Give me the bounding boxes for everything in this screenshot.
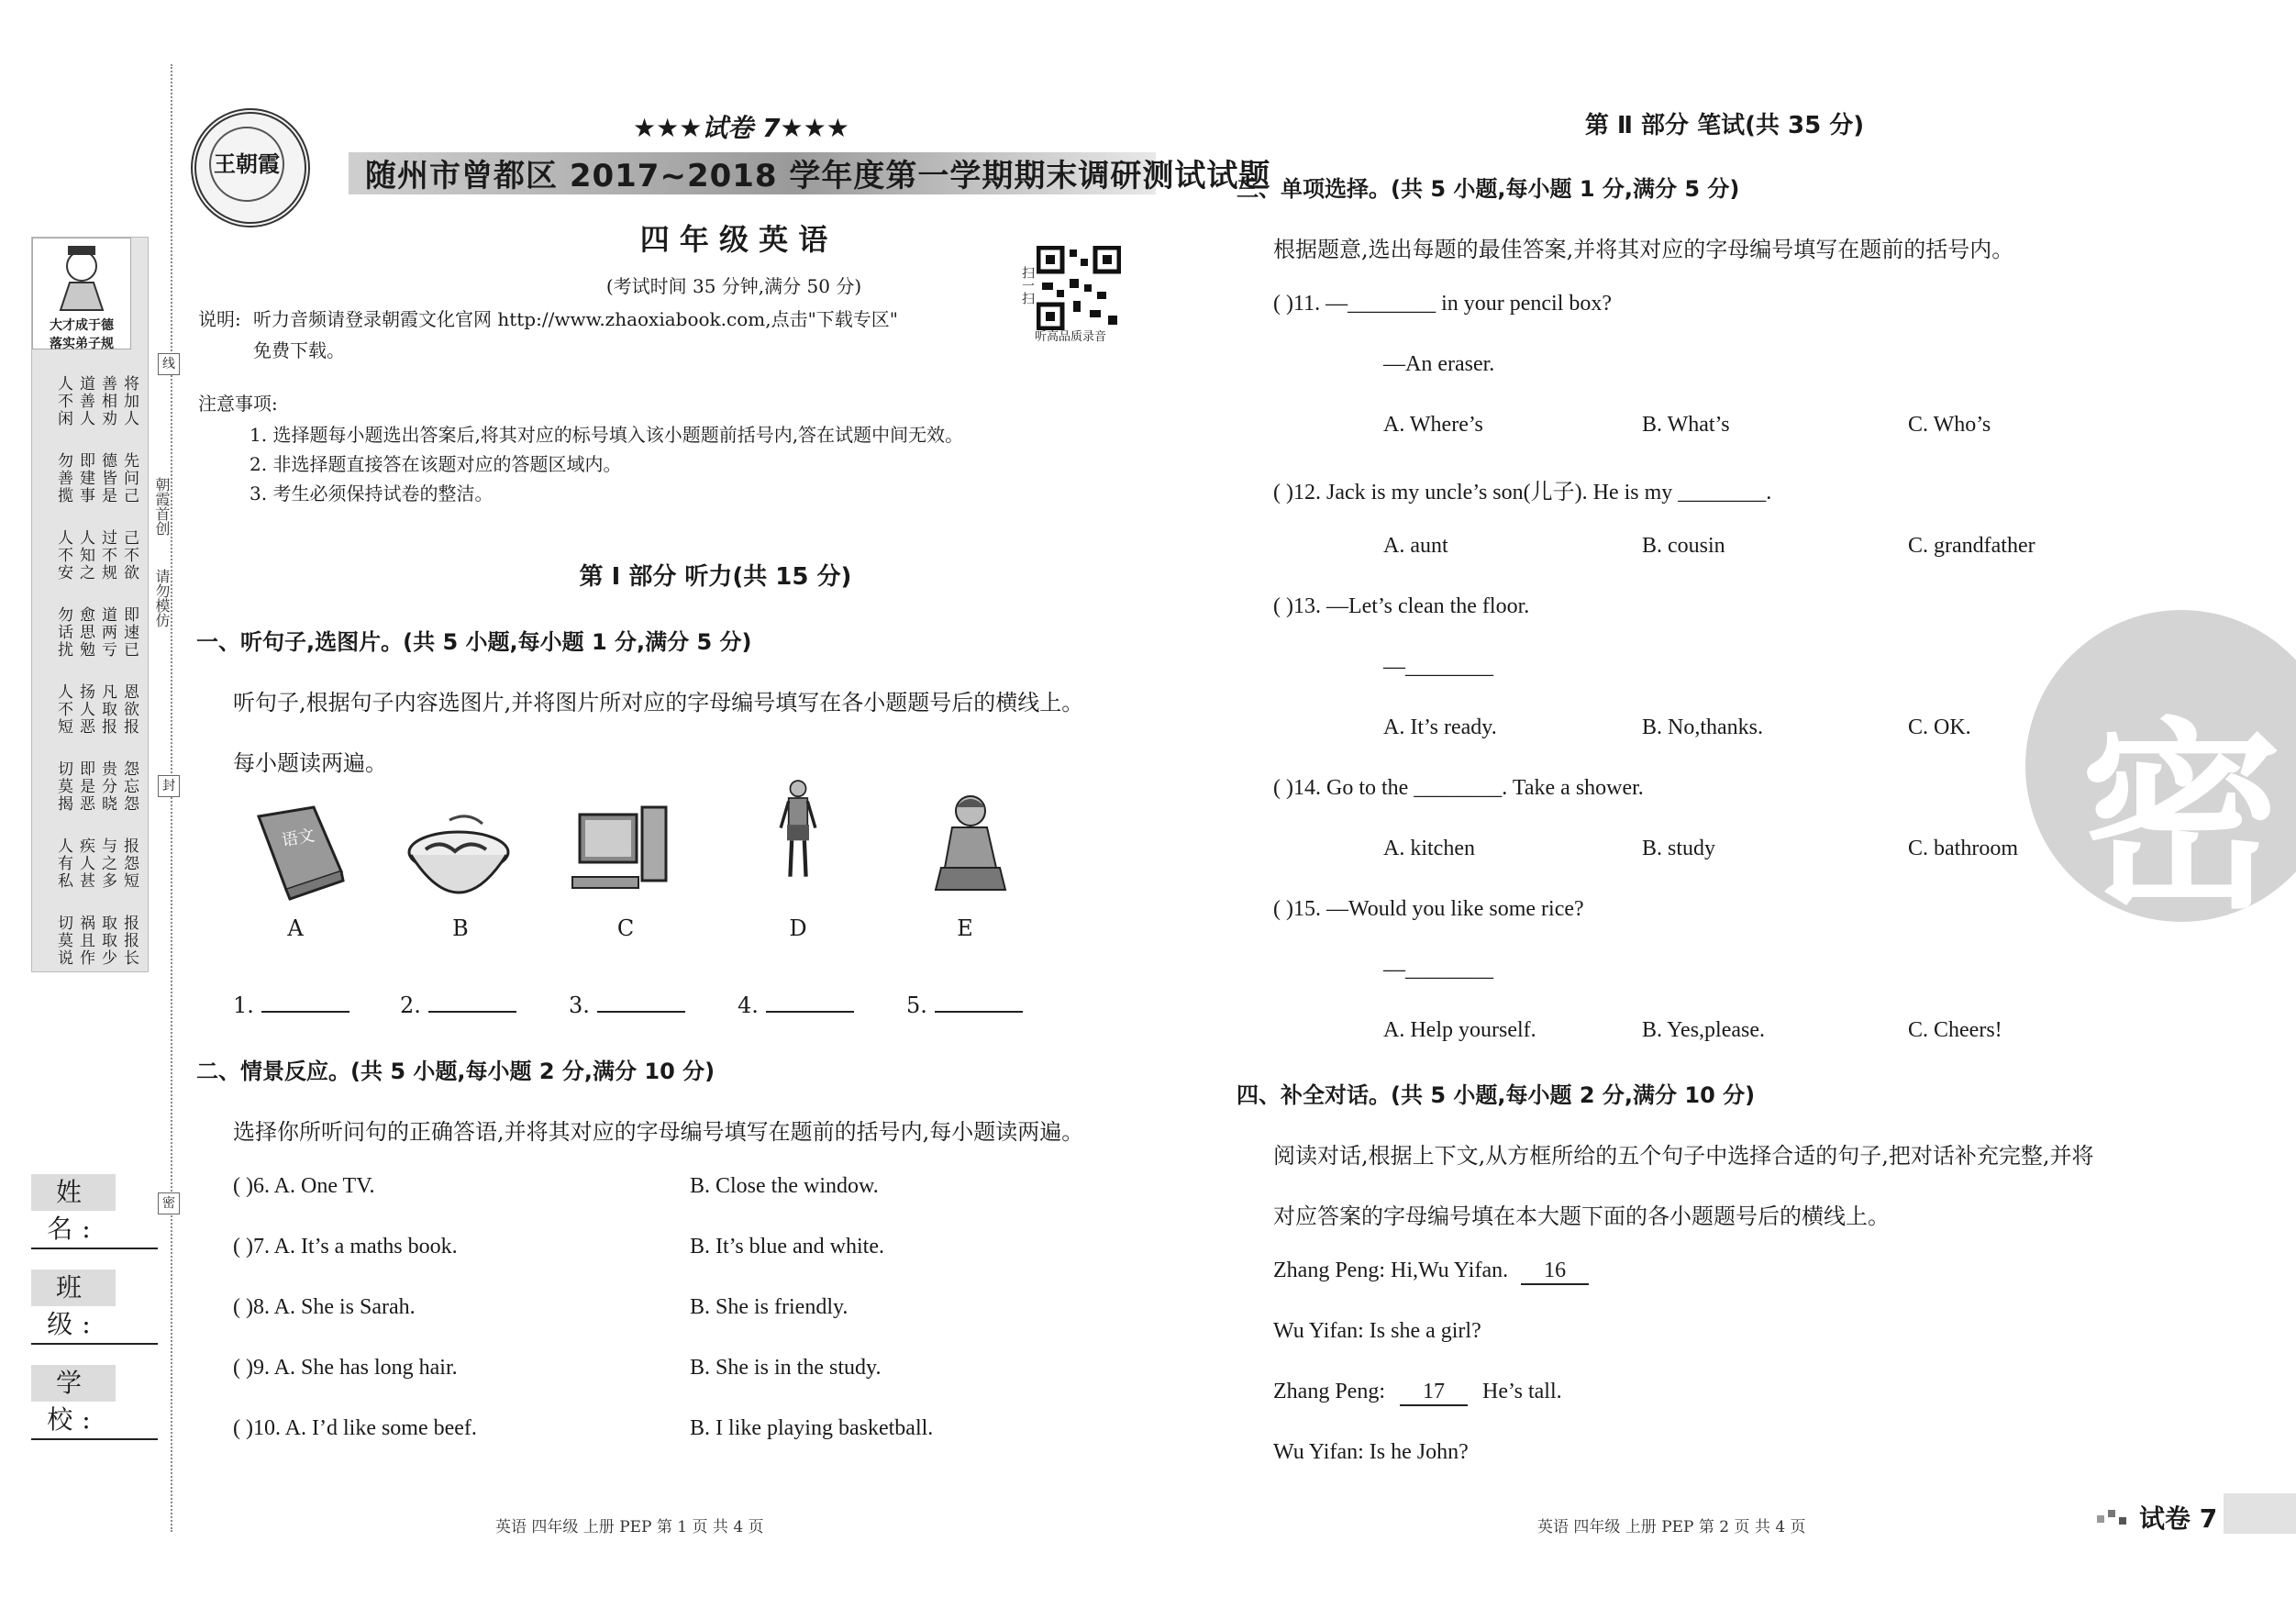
section2-title: 二、情景反应。(共 5 小题,每小题 2 分,满分 10 分) (196, 1059, 715, 1084)
question-7-option-b: B. It’s blue and white. (690, 1235, 884, 1259)
slogan-2: 落实弟子规 (50, 337, 114, 351)
motto-column: 即建事 (76, 452, 94, 505)
question-12-option-a: A. aunt (1383, 534, 1448, 558)
notice-item-1: 1. 选择题每小题选出答案后,将其对应的标号填入该小题题前括号内,答在试题中间无效。 (250, 424, 964, 446)
answer-blank-5[interactable]: 5. (906, 993, 1023, 1018)
motto-column: 疾人甚 (76, 837, 94, 890)
section1-title: 一、听句子,选图片。(共 5 小题,每小题 1 分,满分 5 分) (196, 629, 752, 655)
paper-number: ★★★试卷 7★★★ (633, 113, 849, 143)
book-cover-text: 语文 (280, 826, 316, 851)
answer-blank-3[interactable]: 3. (569, 993, 685, 1018)
qr-side-text: 扫一扫 (1020, 266, 1035, 305)
noodle-bowl-picture (404, 802, 514, 912)
book-picture (240, 798, 350, 908)
picture-label-d: D (789, 915, 807, 941)
secret-box: 密 (158, 1192, 180, 1214)
motto-column: 过不规 (98, 529, 116, 582)
download-note-2: 免费下载。 (253, 339, 345, 361)
exam-title: 随州市曾都区 2017~2018 学年度第一学期期末调研测试试题 (365, 158, 1271, 194)
motto-column: 怨忘怨 (120, 760, 139, 813)
question-11-option-b: B. What’s (1642, 413, 1730, 437)
question-13[interactable]: ( )13. —Let’s clean the floor. (1273, 594, 1530, 618)
class-field[interactable] (31, 1343, 158, 1345)
binding-dotted-line (171, 64, 172, 1532)
notice-item-2: 2. 非选择题直接答在该题对应的答题区域内。 (250, 453, 622, 475)
question-10-option-b: B. I like playing basketball. (690, 1416, 934, 1440)
dialog-line-2: Wu Yifan: Is she a girl? (1273, 1319, 1481, 1343)
school-label: 学校: (31, 1365, 116, 1402)
side-text-no-copy: 请勿模仿 (153, 569, 171, 627)
motto-column: 人不短 (54, 683, 72, 736)
answer-blank-1[interactable]: 1. (233, 993, 349, 1018)
motto-column: 切莫说 (54, 915, 72, 967)
motto-column: 祸且作 (76, 915, 94, 967)
question-8[interactable]: ( )8. A. She is Sarah. (233, 1295, 416, 1319)
question-14-option-b: B. study (1642, 837, 1716, 860)
question-9[interactable]: ( )9. A. She has long hair. (233, 1356, 458, 1380)
notice-item-3: 3. 考生必须保持试卷的整洁。 (250, 482, 494, 505)
question-10[interactable]: ( )10. A. I’d like some beef. (233, 1416, 477, 1440)
motto-column: 勿善揽 (54, 452, 72, 505)
motto-column: 人知之 (76, 529, 94, 582)
question-15-option-c: C. Cheers! (1908, 1018, 2002, 1042)
publisher-logo (191, 108, 310, 227)
picture-label-a: A (287, 915, 304, 941)
exam-info: (考试时间 35 分钟,满分 50 分) (605, 275, 862, 297)
dialog-line-1: Zhang Peng: Hi,Wu Yifan. 16 (1273, 1259, 1589, 1285)
question-15-option-a: A. Help yourself. (1383, 1018, 1536, 1042)
footer-page-1: 英语 四年级 上册 PEP 第 1 页 共 4 页 (495, 1518, 764, 1536)
motto-column: 人不闲 (54, 375, 72, 427)
question-14-option-a: A. kitchen (1383, 837, 1475, 860)
section4-desc-2: 对应答案的字母编号填在本大题下面的各小题题号后的横线上。 (1273, 1203, 1890, 1229)
class-label: 班级: (31, 1270, 116, 1306)
section3-title: 三、单项选择。(共 5 小题,每小题 1 分,满分 5 分) (1237, 176, 1740, 202)
section1-desc-1: 听句子,根据句子内容选图片,并将图片所对应的字母编号填写在各小题题号后的横线上。 (233, 690, 1084, 715)
question-6[interactable]: ( )6. A. One TV. (233, 1174, 375, 1198)
corner-bar (2224, 1493, 2296, 1534)
question-8-option-b: B. She is friendly. (690, 1295, 849, 1319)
seal-box: 封 (158, 775, 180, 797)
question-13-option-a: A. It’s ready. (1383, 715, 1497, 739)
girl-picture (914, 791, 1024, 901)
section3-desc: 根据题意,选出每题的最佳答案,并将其对应的字母编号填写在题前的括号内。 (1273, 237, 2014, 262)
motto-column: 扬人恶 (76, 683, 94, 736)
motto-column: 贵分晓 (98, 760, 116, 813)
paper-corner-tag (2095, 1493, 2296, 1534)
question-15-option-b: B. Yes,please. (1642, 1018, 1766, 1042)
motto-column: 道两亏 (98, 606, 116, 659)
question-9-option-b: B. She is in the study. (690, 1356, 882, 1380)
motto-column: 人有私 (54, 837, 72, 890)
notice-title: 注意事项: (198, 393, 278, 415)
question-11-option-a: A. Where’s (1383, 413, 1483, 437)
slogan-1: 大才成于德 (50, 318, 114, 333)
motto-column: 善相劝 (98, 375, 116, 427)
motto-column: 人不安 (54, 529, 72, 582)
scholar-mascot-icon (33, 238, 130, 312)
question-12-option-c: C. grandfather (1908, 534, 2035, 558)
watermark-text: 密 (2080, 701, 2282, 922)
question-14-option-c: C. bathroom (1908, 837, 2018, 860)
question-11[interactable]: ( )11. —________ in your pencil box? (1273, 292, 1613, 316)
download-note: 听力音频请登录朝霞文化官网 http://www.zhaoxiabook.com,点击"下载专区" (253, 308, 898, 330)
question-13-option-b: B. No,thanks. (1642, 715, 1763, 739)
motto-column: 德皆是 (98, 452, 116, 505)
question-7[interactable]: ( )7. A. It’s a maths book. (233, 1235, 458, 1259)
computer-picture (563, 802, 673, 912)
logo-text: 王朝霞 (209, 127, 284, 202)
qr-caption: 听高品质录音 (1035, 330, 1107, 344)
section4-title: 四、补全对话。(共 5 小题,每小题 2 分,满分 10 分) (1237, 1082, 1756, 1108)
question-12[interactable]: ( )12. Jack is my uncle’s son(儿子). He is my ________. (1273, 481, 1772, 505)
motto-column: 凡取报 (98, 683, 116, 736)
picture-label-b: B (452, 915, 469, 941)
picture-label-e: E (957, 915, 973, 941)
answer-blank-2[interactable]: 2. (400, 993, 516, 1018)
subject-title: 四 年 级 英 语 (639, 222, 828, 257)
motto-column: 报怨短 (120, 837, 139, 890)
mascot-box (32, 238, 131, 349)
dialog-line-4: Wu Yifan: Is he John? (1273, 1440, 1469, 1464)
watermark-seal (2025, 610, 2296, 922)
motto-column: 与之多 (98, 837, 116, 890)
question-13-reply: —________ (1383, 655, 1493, 679)
question-15[interactable]: ( )15. —Would you like some rice? (1273, 897, 1584, 921)
motto-column: 即速已 (120, 606, 139, 659)
motto-column: 先问己 (120, 452, 139, 505)
part2-title: 第 Ⅱ 部分 笔试(共 35 分) (1584, 112, 1865, 139)
basketball-player-picture (743, 776, 853, 886)
side-text-original: 朝霞首创 (153, 477, 171, 536)
question-14[interactable]: ( )14. Go to the ________. Take a shower. (1273, 776, 1644, 800)
motto-column: 勿话扰 (54, 606, 72, 659)
section1-desc-2: 每小题读两遍。 (233, 750, 387, 776)
motto-column: 切莫揭 (54, 760, 72, 813)
answer-blank-17[interactable]: 17 (1400, 1380, 1468, 1406)
question-13-option-c: C. OK. (1908, 715, 1971, 739)
motto-column: 取取少 (98, 915, 116, 967)
name-field[interactable] (31, 1248, 158, 1249)
section4-desc-1: 阅读对话,根据上下文,从方框所给的五个句子中选择合适的句子,把对话补充完整,并将 (1273, 1143, 2094, 1169)
question-15-reply: —________ (1383, 958, 1493, 981)
picture-label-c: C (616, 915, 635, 941)
motto-column: 己不欲 (120, 529, 139, 582)
footer-page-2: 英语 四年级 上册 PEP 第 2 页 共 4 页 (1537, 1518, 1806, 1536)
school-field[interactable] (31, 1438, 158, 1440)
corner-paper-label: 试卷 7 (2139, 1503, 2218, 1534)
note-label: 说明: (198, 308, 241, 330)
question-11-option-c: C. Who’s (1908, 413, 1991, 437)
seal-line-box: 线 (158, 353, 180, 375)
left-motto-strip (31, 237, 149, 972)
motto-column: 报报长 (120, 915, 139, 967)
question-12-option-b: B. cousin (1642, 534, 1725, 558)
question-11-reply: —An eraser. (1383, 352, 1495, 376)
motto-column: 即是恶 (76, 760, 94, 813)
answer-blank-16[interactable]: 16 (1521, 1259, 1589, 1285)
corner-squares-icon (2095, 1506, 2132, 1528)
part1-title: 第 Ⅰ 部分 听力(共 15 分) (579, 563, 852, 591)
question-6-option-b: B. Close the window. (690, 1174, 879, 1198)
motto-column: 将加人 (120, 375, 139, 427)
name-label: 姓名: (31, 1174, 116, 1211)
motto-column: 恩欲报 (120, 683, 139, 736)
qr-code-icon[interactable] (1037, 246, 1121, 330)
dialog-line-3: Zhang Peng: 17 He’s tall. (1273, 1380, 1562, 1406)
section2-desc: 选择你所听问句的正确答语,并将其对应的字母编号填写在题前的括号内,每小题读两遍。 (233, 1119, 1084, 1145)
motto-column: 愈思勉 (76, 606, 94, 659)
answer-blank-4[interactable]: 4. (738, 993, 854, 1018)
motto-column: 道善人 (76, 375, 94, 427)
